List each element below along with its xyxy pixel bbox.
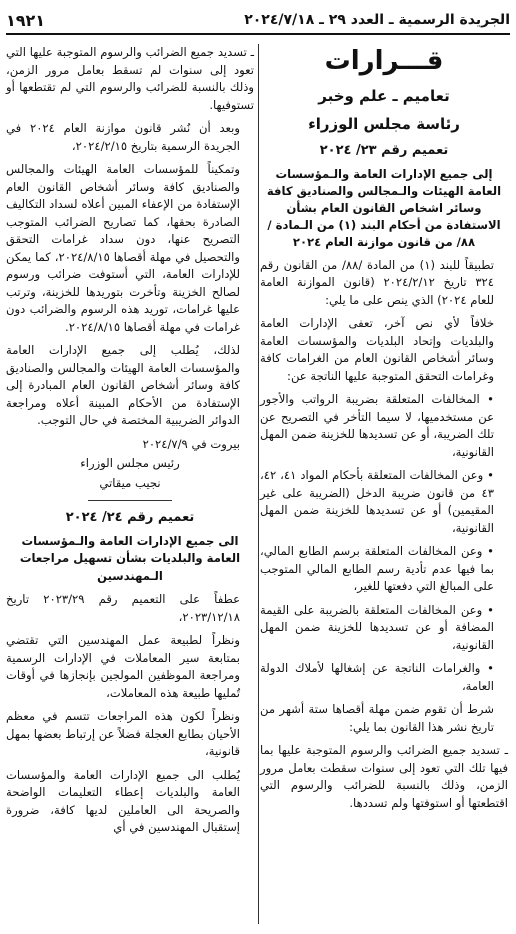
paragraph: ونظراً لطبيعة عمل المهندسين التي تقتضي بمتابعة سير المعاملات في الإدارات الرسمية ومراجعة الموظفين المولجين بإنجازها في أوقات تُمليها طبيعة هذه المعاملات،: [6, 633, 240, 700]
paragraph: عطفاً على التعميم رقم ٢٠٢٣/٢٩ تاريخ ٢٠٢٣/١٢/١٨،: [6, 592, 240, 624]
right-column: [260, 44, 508, 818]
journal-header-title: الجريدة الرسمية ـ العدد ٢٩ ـ ٢٠٢٤/٧/١٨: [244, 12, 510, 28]
page-header: [6, 8, 510, 32]
paragraph: تطبيقاً للبند (١) من المادة /٨٨/ من القانون رقم ٣٢٤ تاريخ ٢٠٢٤/٢/١٢ (قانون الموازنة العامة للعام ٢٠٢٤) الذي ينص على ما يلي:: [260, 257, 494, 307]
bullet-item: • المخالفات المتعلقة بضريبة الرواتب والأجور عن مستخدميها، لا سيما التأخر في التصريح عن تلك الضريبة، أو عن تسديدها للخزينة ضمن المهل القانونية،: [260, 392, 494, 459]
paragraph: لذلك، يُطلب إلى جميع الإدارات العامة والمؤسسات العامة الهيئات والمجالس والصناديق كافة وسائر أشخاص القانون العام المبادرة إلى الإستفادة من الأحكام المبينة أعلاه ومراجعة الدوائر الضريبية المختصة في حال التوجب.: [6, 343, 240, 427]
bullet-item: • وعن المخالفات المتعلقة بالضريبة على القيمة المضافة أو عن تسديدها للخزينة ضمن المهل القانونية،: [260, 602, 494, 652]
circular-number: تعميم رقم ٢٤/ ٢٠٢٤: [65, 510, 195, 525]
paragraph: يُطلب الى جميع الإدارات العامة والمؤسسات العامة والبلديات إعطاء التعليمات الواضحة والصريحة الى العاملين لديها كافة، ضرورة إستقبال المهندسين في أي: [6, 767, 240, 834]
paragraph: ـ تسديد جميع الضرائب والرسوم المتوجبة عليها التي تعود إلى سنوات لم تسقط بعامل مرور الزمن، وذلك بالنسبة للضرائب والرسوم التي لم تقتطعها أو تستوفيها.: [6, 45, 254, 112]
signatory-name: نجيب ميقاتي: [99, 475, 161, 490]
column-divider: [258, 44, 259, 924]
circular-number: تعميم رقم ٢٣/ ٢٠٢٤: [319, 143, 449, 158]
paragraph: خلافاً لأي نص آخر، تعفى الإدارات العامة والبلديات وإتحاد البلديات والمؤسسات العامة وسائر أشخاص القانون العام من الغرامات كافة وغرامات التحقق المتوجبة عليها الناتجة عن:: [260, 316, 494, 383]
paragraph: وتمكيناً للمؤسسات العامة الهيئات والمجالس والصناديق كافة وسائر أشخاص القانون العام الإستفادة من الإعفاء المبين أعلاه لسداد التكاليف الصادرة بحقها، كما تصاريح الضرائب المتوجب التصريح عنها، دون سداد غرامات التحقق والتحصيل في مهلة أقصاها ٢٠٢٤/٨/١٥، كما يمكن للإدارات العامة، التي أستوفت ضرائب ورسوم لصالح الخزينة وتأخرت بتوريدها للخزينة، وترتب عليها غرامات، توريد هذه الرسوم والضرائب دون غرامات في مهلة أقصاها ٢٠٢٤/٨/١٥.: [6, 162, 241, 334]
subsection-title: تعاميم ـ علم وخبر: [318, 87, 450, 105]
paragraph: ـ تسديد جميع الضرائب والرسوم المتوجبة عليها بما فيها تلك التي تعود إلى سنوات سقطت بعامل مرور الزمن، وذلك بالنسبة للضرائب والرسوم التي اقتطعتها أو استوفتها ولم تسددها.: [260, 743, 508, 810]
signatory-title: رئيس مجلس الوزراء: [80, 456, 180, 470]
left-column: [6, 44, 254, 843]
paragraph: ونظراً لكون هذه المراجعات تتسم في معظم الأحيان بطابع العجلة فضلاً عن إرتباط بعضها بمهل قانونية،: [6, 709, 240, 758]
header-rule: [6, 33, 510, 35]
circular-subject: الى جميع الإدارات العامة والـمؤسسات العامة والبلديات بشأن تسهيل مراجعات الـمهندسين: [19, 533, 241, 583]
section-separator: [88, 500, 172, 501]
paragraph: وبعد أن نُشر قانون موازنة العام ٢٠٢٤ في الجريدة الرسمية بتاريخ ٢٠٢٤/٢/١٥،: [6, 121, 240, 153]
paragraph: شرط أن تقوم ضمن مهلة أقصاها ستة أشهر من تاريخ نشر هذا القانون بما يلي:: [260, 702, 494, 734]
circular-subject: إلى جميع الإدارات العامة والـمؤسسات العامة الهيئات والـمجالس والصناديق كافة وسائر اشخاص القانون العام بشأن الاستفادة من أحكام البند (١) من الـمادة /٨٨/ من قانون موازنة العام ٢٠٢٤: [266, 166, 502, 249]
authority-title: رئاسة مجلس الوزراء: [308, 115, 460, 133]
date-place: بيروت في ٢٠٢٤/٧/٩: [142, 436, 240, 451]
bullet-item: • وعن المخالفات المتعلقة بأحكام المواد ٤١، ٤٢، ٤٣ من قانون ضريبة الدخل (الضريبة على غير المقيمين) أو عن تسديدها للخزينة ضمن المهل القانونية،: [260, 468, 494, 535]
bullet-item: • وعن المخالفات المتعلقة برسم الطابع المالي، بما فيها عدم تأدية رسم الطابع المالي المتوجب على المبالغ التي دفعتها للغير،: [260, 544, 494, 593]
section-title: قـــرارات: [324, 46, 444, 76]
bullet-item: • والغرامات الناتجة عن إشغالها لأملاك الدولة العامة،: [260, 661, 494, 693]
page-number: ١٩٢١: [6, 10, 46, 30]
